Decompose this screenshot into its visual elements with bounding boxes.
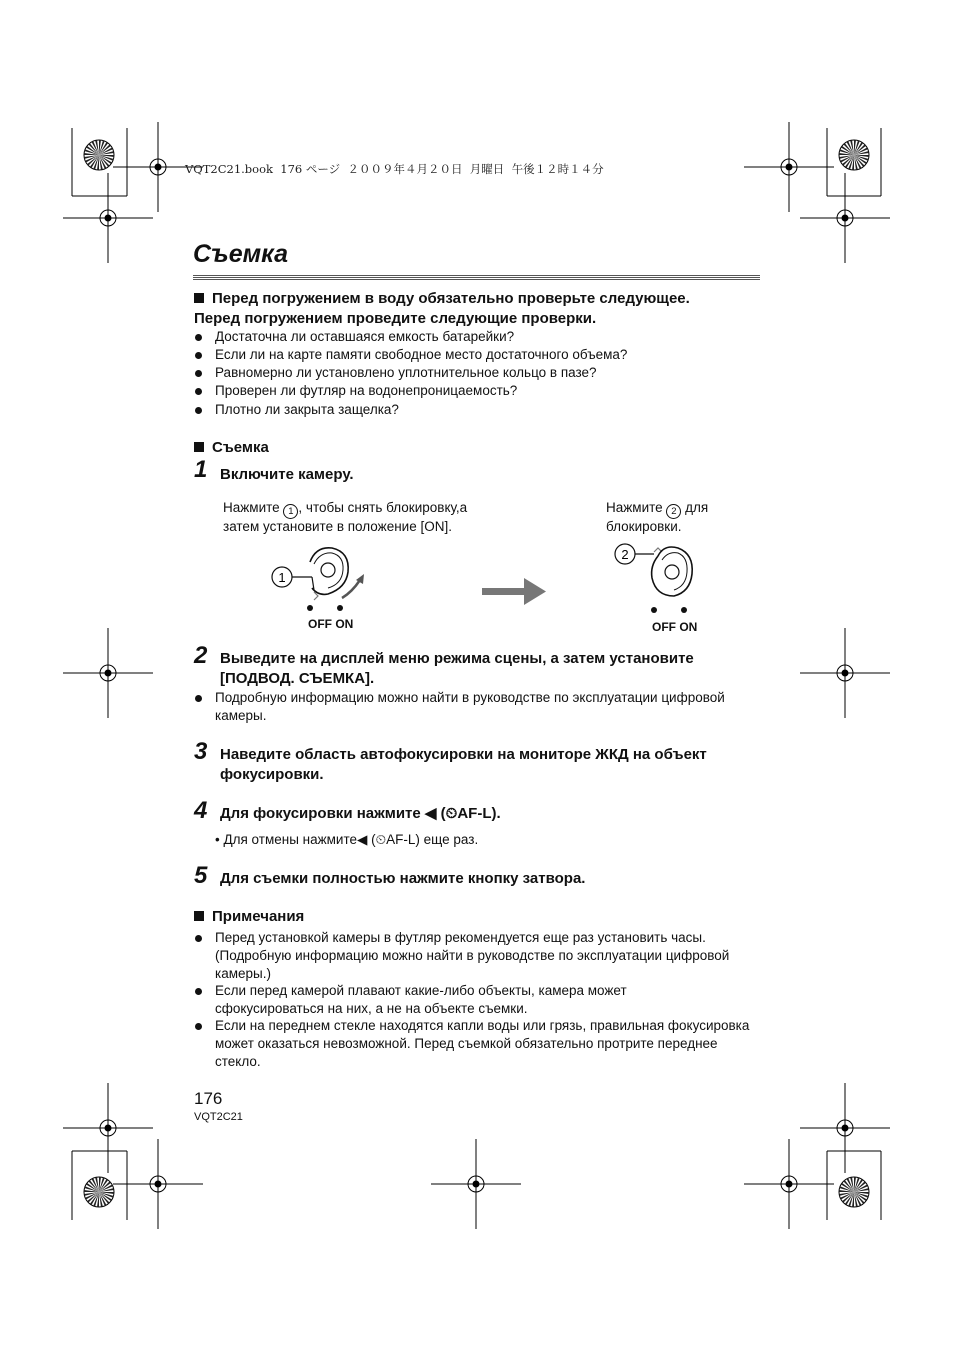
step-number: 3 — [194, 738, 208, 765]
print-header-line: VQT2C21.book 176 ページ ２００９年４月２０日 月曜日 午後１２時１４分 — [185, 162, 604, 176]
list-item: Проверен ли футляр на водонепроницаемость? — [215, 382, 517, 400]
step-text: Наведите область автофокусировки на мониторе ЖКД на объект фокусировки. — [220, 746, 707, 783]
step-text: Выведите на дисплей меню режима сцены, а затем установите [ПОДВОД. СЪЕМКА]. — [220, 650, 694, 687]
step-text: Для фокусировки нажмите ◀ (⏲AF-L). — [220, 805, 501, 822]
bullet-icon — [195, 1023, 202, 1030]
bullet-icon — [195, 407, 202, 414]
registration-crosshair — [105, 670, 111, 676]
bullet-icon — [195, 334, 202, 341]
list-item: Если ли на карте памяти свободное место достаточного объема? — [215, 346, 627, 364]
list-item: Плотно ли закрыта защелка? — [215, 401, 399, 419]
arrow-right-icon — [482, 578, 548, 606]
step-number: 1 — [194, 456, 208, 483]
latch-lock-illustration — [612, 538, 712, 622]
off-on-label-left: OFF ON — [308, 617, 354, 631]
registration-crosshair — [155, 1181, 161, 1187]
step-number: 4 — [194, 797, 208, 824]
registration-crosshair — [473, 1181, 479, 1187]
registration-crosshair — [155, 164, 161, 170]
latch-unlock-illustration — [260, 540, 390, 620]
registration-crosshair — [105, 1125, 111, 1131]
registration-crosshair — [786, 1181, 792, 1187]
bullet-icon — [195, 352, 202, 359]
square-bullet-icon — [194, 293, 204, 303]
registration-crosshair — [842, 1125, 848, 1131]
bullet-icon — [195, 988, 202, 995]
step-number: 2 — [194, 642, 208, 669]
shooting-heading: Съемка — [194, 439, 269, 456]
check-heading: Перед погружением в воду обязательно проверьте следующее. — [194, 290, 690, 307]
bullet-icon — [195, 935, 202, 942]
figure-caption-left: Нажмите 1 , чтобы снять блокировку,а затем установите в положение [ON]. — [223, 500, 468, 534]
bullet-icon — [195, 695, 202, 702]
list-item: Достаточна ли оставшаяся емкость батарейки? — [215, 328, 514, 346]
notes-heading: Примечания — [194, 908, 304, 925]
list-item: Перед установкой камеры в футляр рекомендуется еще раз установить часы. (Подробную информацию можно найти в руководстве по эксплуатации цифровой камеры.) — [215, 929, 763, 983]
self-timer-icon: ⏲ — [375, 832, 387, 847]
list-item: Если перед камерой плавают какие-либо объекты, камера может сфокусироваться на них, а не на объекте съемки. — [215, 982, 695, 1018]
model-code: VQT2C21 — [194, 1111, 243, 1123]
self-timer-icon: ⏲ — [445, 805, 458, 822]
page-title: Съемка — [193, 240, 289, 268]
marker-1-icon: 1 — [283, 504, 298, 519]
marker-1-label: 1 — [278, 570, 286, 585]
check-subheading: Перед погружением проведите следующие проверки. — [194, 310, 597, 327]
registration-crosshair — [842, 670, 848, 676]
step-text: Для съемки полностью нажмите кнопку затвора. — [220, 870, 586, 887]
page-number: 176 — [194, 1089, 223, 1108]
square-bullet-icon — [194, 911, 204, 921]
step-number: 5 — [194, 862, 208, 889]
registration-crosshair — [842, 215, 848, 221]
marker-2-icon: 2 — [666, 504, 681, 519]
registration-crosshair — [786, 164, 792, 170]
off-on-label-right: OFF ON — [652, 620, 698, 634]
list-item: Равномерно ли установлено уплотнительное кольцо в пазе? — [215, 364, 597, 382]
step-text: Включите камеру. — [220, 466, 354, 483]
step4-note: • Для отмены нажмите◀ (⏲AF-L) еще раз. — [215, 832, 479, 847]
square-bullet-icon — [194, 442, 204, 452]
registration-crosshair — [105, 215, 111, 221]
bullet-icon — [195, 388, 202, 395]
list-item: Подробную информацию можно найти в руководстве по эксплуатации цифровой камеры. — [215, 689, 735, 725]
bullet-icon — [195, 370, 202, 377]
list-item: Если на переднем стекле находятся капли воды или грязь, правильная фокусировка может оказаться невозможной. Перед съемкой обязательно протрите переднее стекло. — [215, 1017, 750, 1071]
title-rule — [193, 275, 760, 281]
marker-2-label: 2 — [621, 547, 629, 562]
figure-caption-right: Нажмите 2 для блокировки. — [606, 500, 709, 534]
